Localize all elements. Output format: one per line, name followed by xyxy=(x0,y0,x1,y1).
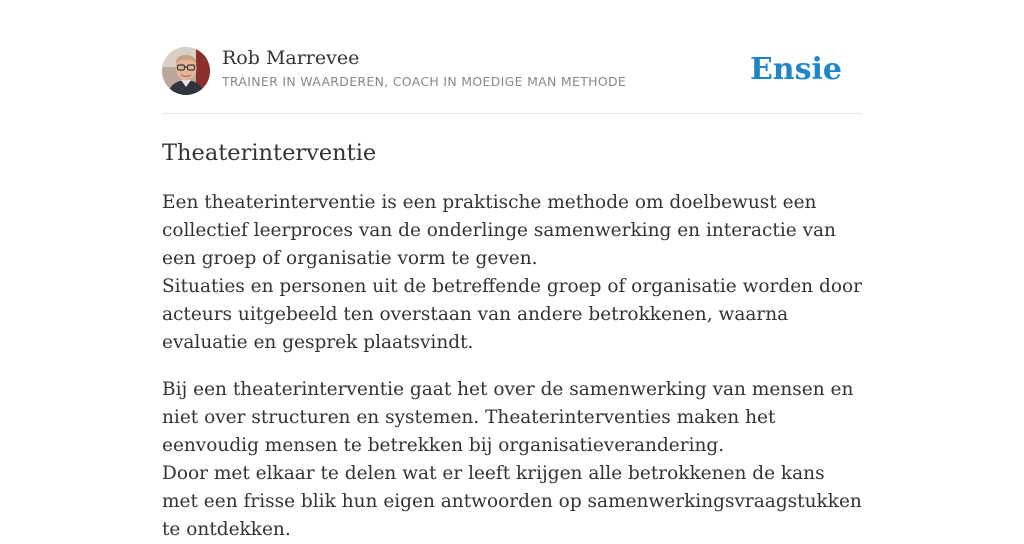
avatar-portrait-icon xyxy=(162,47,210,95)
author-avatar[interactable] xyxy=(162,47,210,95)
ensie-logo-link[interactable]: Ensie xyxy=(749,52,842,87)
paragraph-line: Situaties en personen uit de betreffende groep of organisatie worden door acteurs uitgebeeld ten overstaan van andere betrokkenen, waarna evaluatie en gesprek plaatsvindt. xyxy=(162,276,862,353)
author-header xyxy=(162,46,862,114)
article-paragraph xyxy=(162,376,862,544)
author-role: TRAINER IN WAARDEREN, COACH IN MOEDIGE MAN METHODE xyxy=(222,74,627,89)
article-container xyxy=(162,46,862,544)
paragraph-line: Een theaterinterventie is een praktische methode om doelbewust een collectief leerproces van de onderlinge samenwerking en interactie van een groep of organisatie vorm te geven. xyxy=(162,192,836,269)
article-title: Theaterinterventie xyxy=(162,140,377,166)
author-name[interactable]: Rob Marrevee xyxy=(222,47,360,69)
article-paragraph xyxy=(162,189,862,357)
paragraph-line: Bij een theaterinterventie gaat het over de samenwerking van mensen en niet over structuren en systemen. Theaterinterventies maken het eenvoudig mensen te betrekken bij organisatieverandering. xyxy=(162,379,854,456)
paragraph-line: Door met elkaar te delen wat er leeft krijgen alle betrokkenen de kans met een frisse blik hun eigen antwoorden op samenwerkingsvraagstukken te ontdekken. xyxy=(162,463,862,540)
